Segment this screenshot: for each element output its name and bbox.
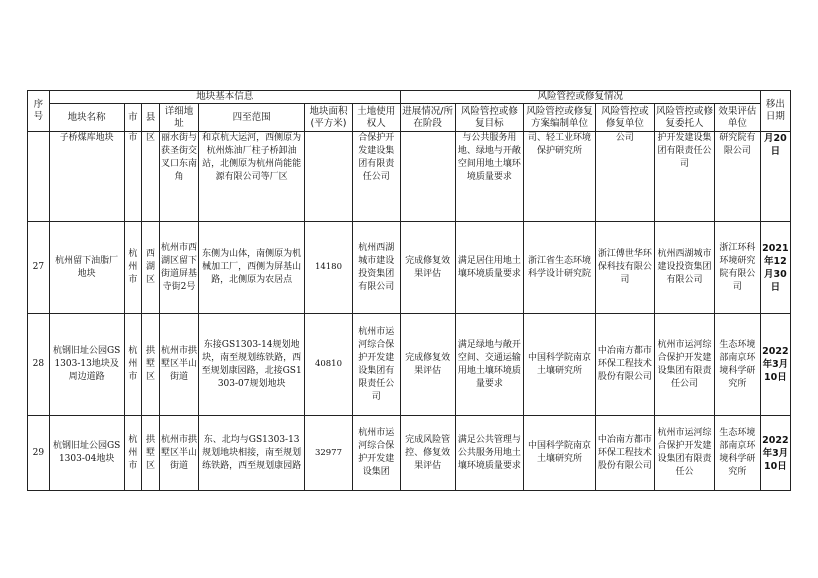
cell-address: 杭州市拱墅区半山街道 xyxy=(159,416,198,491)
cell-county: 拱墅区 xyxy=(142,416,160,491)
cell-date: 月20日 xyxy=(760,132,790,222)
cell-plan-unit: 中国科学院南京土壤研究所 xyxy=(524,416,596,491)
header-risk-info: 风险管控或修复情况 xyxy=(400,91,760,104)
cell-address: 杭州市西湖区留下街道屏基寺街2号 xyxy=(159,222,198,314)
cell-client: 杭州市运河综合保护开发建设集团有限责任公司 xyxy=(654,314,714,416)
cell-boundary: 东接GS1303-14规划地块，南至规划练铁路，西至规划康园路，北接GS1303-07规划地块 xyxy=(199,314,305,416)
table-row xyxy=(28,132,791,222)
cell-seq: 29 xyxy=(28,416,50,491)
cell-progress: 完成修复效果评估 xyxy=(400,222,455,314)
cell-plan-unit: 浙江省生态环境科学设计研究院 xyxy=(524,222,596,314)
cell-seq xyxy=(28,132,50,222)
cell-name: 杭州留下油脂厂地块 xyxy=(49,222,124,314)
header-area: 地块面积(平方米) xyxy=(305,104,353,132)
header-county: 县 xyxy=(142,104,160,132)
cell-date: 2022年3月10日 xyxy=(760,314,790,416)
cell-eval-unit: 浙江环科环境研究院有限公司 xyxy=(715,222,761,314)
cell-client: 杭州市运河综合保护开发建设集团有限责任公 xyxy=(654,416,714,491)
cell-plan-unit: 司、轻工业环境保护研究所 xyxy=(524,132,596,222)
header-client: 风险管控或修复委托人 xyxy=(654,104,714,132)
header-plan-unit: 风险管控或修复方案编制单位 xyxy=(524,104,596,132)
cell-city: 杭州市 xyxy=(124,314,142,416)
cell-county: 西湖区 xyxy=(142,222,160,314)
cell-target: 满足绿地与敞开空间、交通运输用地土壤环境质量要求 xyxy=(455,314,524,416)
cell-progress: 完成修复效果评估 xyxy=(400,314,455,416)
cell-progress xyxy=(400,132,455,222)
cell-plan-unit: 中国科学院南京土壤研究所 xyxy=(524,314,596,416)
cell-county: 区 xyxy=(142,132,160,222)
header-target: 风险管控或修复目标 xyxy=(455,104,524,132)
header-owner: 土地使用权人 xyxy=(352,104,400,132)
cell-area: 32977 xyxy=(305,416,353,491)
cell-target: 满足公共管理与公共服务用地土壤环境质量要求 xyxy=(455,416,524,491)
cell-area: 14180 xyxy=(305,222,353,314)
table-row xyxy=(28,222,791,314)
cell-repair-unit: 中冶南方都市环保工程技术股份有限公司 xyxy=(595,416,654,491)
cell-client: 护开发建设集团有限责任公司 xyxy=(654,132,714,222)
cell-address: 丽水街与获圣街交叉口东南角 xyxy=(159,132,198,222)
header-address: 详细地址 xyxy=(159,104,198,132)
cell-eval-unit: 生态环境部南京环境科学研究所 xyxy=(715,416,761,491)
cell-boundary: 东侧为山体，南侧原为机械加工厂，西侧为屏基山路，北侧原为农居点 xyxy=(199,222,305,314)
cell-target: 与公共服务用地、绿地与开敞空间用地土壤环境质量要求 xyxy=(455,132,524,222)
cell-name: 杭钢旧址公园GS1303-13地块及周边道路 xyxy=(49,314,124,416)
cell-repair-unit: 公司 xyxy=(595,132,654,222)
header-seq: 序号 xyxy=(28,91,50,132)
cell-boundary: 东、北均与GS1303-13规划地块相接，南至规划练铁路，西至规划康园路 xyxy=(199,416,305,491)
cell-seq: 28 xyxy=(28,314,50,416)
cell-name: 杭钢旧址公园GS1303-04地块 xyxy=(49,416,124,491)
cell-city: 杭州市 xyxy=(124,222,142,314)
cell-area xyxy=(305,132,353,222)
cell-repair-unit: 浙江傅世华环保科技有限公司 xyxy=(595,222,654,314)
table-row xyxy=(28,314,791,416)
cell-owner: 杭州市运河综合保护开发建设集团 xyxy=(352,416,400,491)
cell-eval-unit: 生态环境部南京环境科学研究所 xyxy=(715,314,761,416)
cell-city: 杭州市 xyxy=(124,416,142,491)
header-repair-unit: 风险管控或修复单位 xyxy=(595,104,654,132)
header-progress: 进展情况/所在阶段 xyxy=(400,104,455,132)
cell-name: 子桥煤库地块 xyxy=(49,132,124,222)
cell-owner: 杭州市运河综合保护开发建设集团有限责任公司 xyxy=(352,314,400,416)
header-boundary: 四至范围 xyxy=(199,104,305,132)
cell-repair-unit: 中冶南方都市环保工程技术股份有限公司 xyxy=(595,314,654,416)
table-row xyxy=(28,416,791,491)
cell-address: 杭州市拱墅区半山街道 xyxy=(159,314,198,416)
cell-date: 2021年12月30日 xyxy=(760,222,790,314)
cell-seq: 27 xyxy=(28,222,50,314)
cell-boundary: 和京杭大运河，西侧原为杭州炼油厂柱子桥卸油站，北侧原为杭州尚能能源有限公司等厂区 xyxy=(199,132,305,222)
cell-owner: 合保护开发建设集团有限责任公司 xyxy=(352,132,400,222)
header-eval-unit: 效果评估单位 xyxy=(715,104,761,132)
header-basic-info: 地块基本信息 xyxy=(49,91,400,104)
cell-owner: 杭州西湖城市建设投资集团有限公司 xyxy=(352,222,400,314)
cell-progress: 完成风险管控、修复效果评估 xyxy=(400,416,455,491)
header-name: 地块名称 xyxy=(49,104,124,132)
cell-client: 杭州西湖城市建设投资集团有限公司 xyxy=(654,222,714,314)
cell-target: 满足居住用地土壤环境质量要求 xyxy=(455,222,524,314)
cell-date: 2022年3月10日 xyxy=(760,416,790,491)
cell-county: 拱墅区 xyxy=(142,314,160,416)
cell-eval-unit: 研究院有限公司 xyxy=(715,132,761,222)
cell-city: 市 xyxy=(124,132,142,222)
header-moved-out-date: 移出日期 xyxy=(760,91,790,132)
cell-area: 40810 xyxy=(305,314,353,416)
header-city: 市 xyxy=(124,104,142,132)
remediation-table xyxy=(27,90,791,491)
